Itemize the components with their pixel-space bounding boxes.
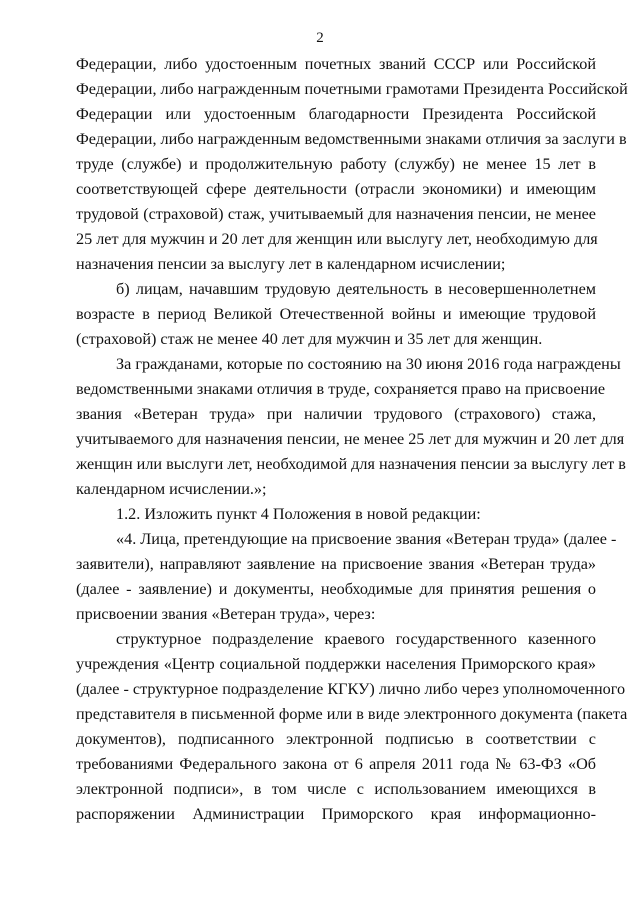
text-line: представителя в письменной форме или в виде электронного документа (пакета — [76, 705, 628, 723]
text-line: присвоении звания «Ветеран труда», через: — [76, 605, 376, 623]
text-line: «4. Лица, претендующие на присвоение звания «Ветеран труда» (далее - — [116, 530, 617, 548]
text-line: распоряжении Администрации Приморского края информационно- — [76, 805, 596, 823]
paragraph — [76, 352, 626, 502]
text-line: женщин или выслуги лет, необходимой для назначения пенсии за выслугу лет в — [76, 455, 626, 473]
page-number: 2 — [316, 30, 324, 46]
text-line: Федерации, либо награжденным почетными грамотами Президента Российской — [76, 80, 628, 98]
paragraph — [76, 527, 617, 627]
paragraph — [76, 627, 628, 827]
text-line: Федерации, либо удостоенным почетных званий СССР или Российской — [76, 55, 596, 73]
text-line: За гражданами, которые по состоянию на 30 июня 2016 года награждены — [116, 355, 621, 373]
text-line: требованиями Федерального закона от 6 апреля 2011 года № 63-ФЗ «Об — [76, 755, 596, 773]
text-line: труде (службе) и продолжительную работу (службу) не менее 15 лет в — [76, 155, 596, 173]
text-line: Федерации, либо награжденным ведомственными знаками отличия за заслуги в — [76, 130, 627, 148]
text-line: календарном исчислении.»; — [76, 480, 267, 498]
text-line: учитываемого для назначения пенсии, не менее 25 лет для мужчин и 20 лет для — [76, 430, 625, 448]
document-body — [76, 52, 628, 827]
text-line: структурное подразделение краевого государственного казенного — [116, 630, 596, 648]
text-line: б) лицам, начавшим трудовую деятельность в несовершеннолетнем — [116, 280, 596, 298]
text-line: документов), подписанного электронной подписью в соответствии с — [76, 730, 596, 748]
text-line: возрасте в период Великой Отечественной войны и имеющие трудовой — [76, 305, 596, 323]
text-line: назначения пенсии за выслугу лет в календарном исчислении; — [76, 255, 506, 273]
text-line: звания «Ветеран труда» при наличии трудового (страхового) стажа, — [76, 405, 596, 423]
text-line: 1.2. Изложить пункт 4 Положения в новой редакции: — [116, 505, 481, 523]
text-line: электронной подписи», в том числе с использованием имеющихся в — [76, 780, 596, 798]
text-line: Федерации или удостоенным благодарности Президента Российской — [76, 105, 596, 123]
text-line: соответствующей сфере деятельности (отрасли экономики) и имеющим — [76, 180, 596, 198]
text-line: (страховой) стаж не менее 40 лет для мужчин и 35 лет для женщин. — [76, 330, 543, 348]
text-line: (далее - структурное подразделение КГКУ) лично либо через уполномоченного — [76, 680, 626, 698]
text-line: 25 лет для мужчин и 20 лет для женщин или выслугу лет, необходимую для — [76, 230, 598, 248]
paragraph — [76, 277, 596, 352]
text-line: трудовой (страховой) стаж, учитываемый для назначения пенсии, не менее — [76, 205, 596, 223]
paragraph — [76, 52, 628, 277]
text-line: учреждения «Центр социальной поддержки населения Приморского края» — [76, 655, 596, 673]
text-line: заявители), направляют заявление на присвоение звания «Ветеран труда» — [76, 555, 596, 573]
text-line: (далее - заявление) и документы, необходимые для принятия решения о — [76, 580, 596, 598]
text-line: ведомственными знаками отличия в труде, сохраняется право на присвоение — [76, 380, 606, 398]
paragraph — [76, 502, 596, 527]
